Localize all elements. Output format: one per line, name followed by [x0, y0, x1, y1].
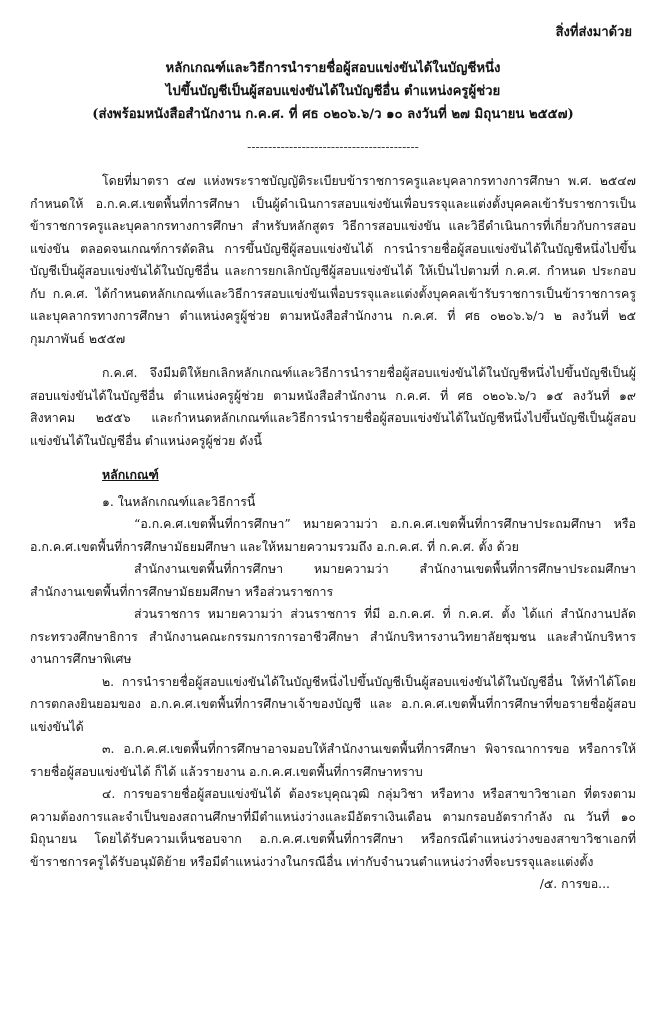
- item-2: ๒. การนำรายชื่อผู้สอบแข่งขันได้ในบัญชีหนึ่งไปขึ้นบัญชีเป็นผู้สอบแข่งขันได้ในบัญชีอื่น ให้ทำได้โดยการตกลงยินยอมของ อ.ก.ค.ศ.เขตพื้นที่การศึกษาเจ้าของบัญชี และ อ.ก.ค.ศ.เขตพื้นที่การศึกษาที่ขอรายชื่อผู้สอบแข่งขันได้: [30, 673, 636, 734]
- definition-3: ส่วนราชการ หมายความว่า ส่วนราชการ ที่มี อ.ก.ค.ศ. ที่ ก.ค.ศ. ตั้ง ได้แก่ สำนักงานปลัดกระทรวงศึกษาธิการ สำนักงานคณะกรรมการการอาชีวศึกษา สำนักบริหารงานวิทยาลัยชุมชน และสำนักบริหารงานการศึกษาพิเศษ: [30, 606, 636, 666]
- criteria-heading: หลักเกณฑ์: [102, 467, 159, 482]
- item-1: ๑. ในหลักเกณฑ์และวิธีการนี้: [102, 493, 256, 509]
- paragraph-resolution: ก.ค.ศ. จึงมีมติให้ยกเลิกหลักเกณฑ์และวิธีการนำรายชื่อผู้สอบแข่งขันได้ในบัญชีหนึ่งไปขึ้นบัญชีเป็นผู้สอบแข่งขันได้ในบัญชีอื่น ตำแหน่งครูผู้ช่วย ตามหนังสือสำนักงาน ก.ค.ศ. ที่ ศธ ๐๒๐๖.๖/ว ๑๕ ลงวันที่ ๑๙ สิงหาคม ๒๕๕๖ และกำหนดหลักเกณฑ์และวิธีการนำรายชื่อผู้สอบแข่งขันได้ในบัญชีหนึ่งไปขึ้นบัญชีเป็นผู้สอบแข่งขันได้ในบัญชีอื่น ตำแหน่งครูผู้ช่วย ดังนี้: [30, 365, 636, 448]
- document-title-line-3: (ส่งพร้อมหนังสือสำนักงาน ก.ค.ศ. ที่ ศธ ๐๒๐๖.๖/ว ๑๐ ลงวันที่ ๒๗ มิถุนายน ๒๕๕๗): [92, 106, 574, 122]
- title-divider: -----------------------------------------: [247, 138, 419, 154]
- document-title-line-2: ไปขึ้นบัญชีเป็นผู้สอบแข่งขันได้ในบัญชีอื่น ตำแหน่งครูผู้ช่วย: [165, 83, 501, 99]
- definition-1: “อ.ก.ค.ศ.เขตพื้นที่การศึกษา” หมายความว่า อ.ก.ค.ศ.เขตพื้นที่การศึกษาประถมศึกษา หรือ อ.ก.ค.ศ.เขตพื้นที่การศึกษามัธยมศึกษา และให้หมายความรวมถึง อ.ก.ค.ศ. ที่ ก.ค.ศ. ตั้ง ด้วย: [30, 516, 636, 554]
- paragraph-preamble: โดยที่มาตรา ๔๗ แห่งพระราชบัญญัติระเบียบข้าราชการครูและบุคลากรทางการศึกษา พ.ศ. ๒๕๔๗ กำหนดให้ อ.ก.ค.ศ.เขตพื้นที่การศึกษา เป็นผู้ดำเนินการสอบแข่งขันเพื่อบรรจุและแต่งตั้งบุคคลเข้ารับราชการเป็นข้าราชการครูและบุคลากรทางการศึกษา สำหรับหลักสูตร วิธีการสอบแข่งขัน และวิธีดำเนินการที่เกี่ยวกับการสอบแข่งขัน ตลอดจนเกณฑ์การตัดสิน การขึ้นบัญชีผู้สอบแข่งขันได้ การนำรายชื่อผู้สอบแข่งขันได้ในบัญชีหนึ่งไปขึ้นบัญชีเป็นผู้สอบแข่งขันได้ในบัญชีอื่น และการยกเลิกบัญชีผู้สอบแข่งขันได้ ให้เป็นไปตามที่ ก.ค.ศ. กำหนด ประกอบกับ ก.ค.ศ. ได้กำหนดหลักเกณฑ์และวิธีการสอบแข่งขันเพื่อบรรจุและแต่งตั้งบุคคลเข้ารับราชการเป็นข้าราชการครูและบุคลากรทางการศึกษา ตำแหน่งครูผู้ช่วย ตามหนังสือสำนักงาน ก.ค.ศ. ที่ ศธ ๐๒๐๖.๖/ว ๒ ลงวันที่ ๒๕ กุมภาพันธ์ ๒๕๕๗: [30, 173, 636, 346]
- item-4: ๔. การขอรายชื่อผู้สอบแข่งขันได้ ต้องระบุคุณวุฒิ กลุ่มวิชา หรือทาง หรือสาขาวิชาเอก ที่ตรงตามความต้องการและจำเป็นของสถานศึกษาที่มีตำแหน่งว่างและมีอัตราเงินเดือน ตามกรอบอัตรากำลัง ณ วันที่ ๑๐ มิถุนายน โดยได้รับความเห็นชอบจาก อ.ก.ค.ศ.เขตพื้นที่การศึกษา หรือกรณีตำแหน่งว่างของสาขาวิชาเอกที่ข้าราชการครูได้รับอนุมัติย้าย หรือมีตำแหน่งว่างในกรณีอื่น เท่ากับจำนวนตำแหน่งว่างที่จะบรรจุและแต่งตั้ง: [30, 786, 636, 869]
- document-title-line-1: หลักเกณฑ์และวิธีการนำรายชื่อผู้สอบแข่งขันได้ในบัญชีหนึ่ง: [165, 60, 501, 76]
- definition-2: สำนักงานเขตพื้นที่การศึกษา หมายความว่า สำนักงานเขตพื้นที่การศึกษาประถมศึกษา สำนักงานเขตพื้นที่การศึกษามัธยมศึกษา หรือส่วนราชการ: [30, 561, 636, 599]
- attachment-label: สิ่งที่ส่งมาด้วย: [555, 25, 632, 40]
- item-3: ๓. อ.ก.ค.ศ.เขตพื้นที่การศึกษาอาจมอบให้สำนักงานเขตพื้นที่การศึกษา พิจารณาการขอ หรือการให้รายชื่อผู้สอบแข่งขันได้ ก็ได้ แล้วรายงาน อ.ก.ค.ศ.เขตพื้นที่การศึกษาทราบ: [30, 741, 636, 779]
- page-continuation: /๕. การขอ...: [539, 876, 610, 891]
